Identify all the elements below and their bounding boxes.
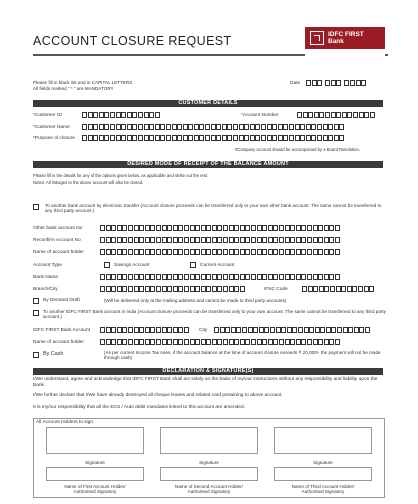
holder-name-1-line: Name of First Account Holder/ bbox=[64, 484, 126, 489]
receipt-mode-heading: DESIRED MODE OF RECEIPT OF THE BALANCE AMOUNT bbox=[33, 161, 383, 168]
account-number-input[interactable] bbox=[297, 112, 375, 118]
bank-name-label: Bank Name bbox=[33, 275, 59, 280]
account-holder-name-input[interactable] bbox=[100, 249, 341, 255]
logo-line-1: IDFC FIRST bbox=[328, 31, 364, 38]
bank-name-input[interactable] bbox=[100, 274, 341, 280]
bank-logo-text bbox=[328, 31, 364, 45]
reconfirm-account-label: Reconfirm Account No bbox=[33, 238, 81, 243]
declaration-line-1: I/We understand, agree and acknowledge that IDFC FIRST Bank shall act solely on the basis of my/our instructions without any responsibility and liability upon the Bank. bbox=[33, 377, 378, 388]
holder-name-1 bbox=[42, 484, 148, 495]
receipt-instruction: Please fill in the details for any of the options given below, as applicable and strike out the rest bbox=[33, 173, 208, 178]
idfc-account-input[interactable] bbox=[100, 327, 190, 333]
name-box-2[interactable] bbox=[160, 467, 258, 481]
instruction-line-1: Please fill in black ink and in CAPITAL LETTERS bbox=[33, 80, 133, 85]
date-input[interactable] bbox=[306, 80, 367, 86]
savings-account-label: Savings Account bbox=[114, 263, 150, 268]
signature-label-3: Signature bbox=[313, 460, 333, 465]
city-input[interactable] bbox=[214, 327, 371, 333]
other-bank-account-label: Other bank account No bbox=[33, 226, 83, 231]
customer-name-label: *Customer Name bbox=[33, 125, 70, 130]
branch-city-label: Branch/City bbox=[33, 287, 58, 292]
purpose-input[interactable] bbox=[82, 135, 345, 141]
city-label: City bbox=[199, 328, 208, 333]
declaration-line-3: It is my/our responsibility that all the ECS / Auto debit mandates linked to this account are amended. bbox=[33, 405, 245, 410]
page-title: ACCOUNT CLOSURE REQUEST bbox=[33, 34, 232, 48]
holder-role-2: Authorised Signatory bbox=[187, 489, 231, 495]
signature-box-2[interactable] bbox=[160, 427, 258, 454]
customer-id-input[interactable] bbox=[82, 112, 160, 118]
signature-label-2: Signature bbox=[199, 460, 219, 465]
declaration-heading: DECLARATION & SIGNATURE(S) bbox=[33, 368, 383, 375]
signature-box-3[interactable] bbox=[274, 427, 372, 454]
declaration-line-2: I/We further declare that I/We have already destroyed all cheque leaves and related card pertaining to above account. bbox=[33, 393, 283, 398]
other-bank-account-input[interactable] bbox=[100, 225, 341, 231]
header-rule-right bbox=[385, 54, 388, 56]
holders-label: All Account Holders to sign bbox=[36, 420, 94, 425]
account-type-label: Account Type bbox=[33, 263, 62, 268]
account-number-label: *Account Number bbox=[241, 113, 279, 118]
demand-draft-checkbox[interactable] bbox=[33, 298, 39, 304]
customer-name-input[interactable] bbox=[82, 124, 345, 130]
customer-details-heading: CUSTOMER DETAILS bbox=[33, 100, 383, 107]
name-box-3[interactable] bbox=[274, 467, 372, 481]
holder-name-2-line: Name of Second Account Holder/ bbox=[175, 484, 243, 489]
account-holder-name-label-2: Name of account holder bbox=[33, 340, 84, 345]
idfc-transfer-checkbox[interactable] bbox=[33, 310, 39, 316]
name-box-1[interactable] bbox=[46, 467, 144, 481]
account-holder-name-input-2[interactable] bbox=[100, 339, 341, 345]
cash-note: (As per current Income Tax rules, if the account balance at the time of account closure exceeds ₹ 20,000/- the payment will not be made through cash) bbox=[104, 350, 381, 361]
account-holder-name-label: Name of account holder bbox=[33, 250, 84, 255]
purpose-label: *Purpose of closure bbox=[33, 136, 75, 141]
signature-box-1[interactable] bbox=[46, 427, 144, 454]
ifsc-input[interactable] bbox=[302, 286, 375, 292]
signature-label-1: Signature bbox=[85, 460, 105, 465]
branch-city-input[interactable] bbox=[100, 286, 245, 292]
holder-name-3 bbox=[270, 484, 376, 495]
bank-logo bbox=[305, 27, 385, 49]
current-account-checkbox[interactable] bbox=[190, 262, 196, 268]
holder-role-1: Authorised Signatory bbox=[73, 489, 117, 495]
cash-label: By Cash bbox=[43, 351, 64, 357]
cash-checkbox[interactable] bbox=[33, 352, 39, 358]
bank-logo-icon bbox=[310, 31, 324, 45]
current-account-label: Current Account bbox=[200, 263, 235, 268]
logo-line-2: Bank bbox=[328, 38, 344, 45]
reconfirm-account-input[interactable] bbox=[100, 237, 341, 243]
instruction-line-2: All fields marked " * " are MANDATORY bbox=[33, 86, 114, 91]
ifsc-label: IFSC Code bbox=[264, 287, 288, 292]
customer-id-label: *Customer ID bbox=[33, 113, 62, 118]
demand-draft-label: By Demand Draft bbox=[43, 298, 80, 303]
idfc-account-label: IDFC FIRST Bank Account bbox=[33, 328, 90, 333]
transfer-checkbox[interactable] bbox=[33, 204, 39, 210]
savings-account-checkbox[interactable] bbox=[104, 262, 110, 268]
holder-name-2 bbox=[156, 484, 262, 495]
date-label: Date bbox=[290, 81, 301, 86]
transfer-option-text: To another bank account by electronic transfer (Account closure proceeds can be transferred only to your own other bank account. The same cannot be transferred to any third party account.) bbox=[45, 203, 382, 214]
demand-draft-note: (Will be delivered only at the mailing address and cannot be made to third party accounts) bbox=[104, 298, 287, 303]
company-account-note: #Company account should be accompanied by a Board Resolution. bbox=[235, 147, 361, 152]
holder-role-3: Authorised Signatory bbox=[301, 489, 345, 495]
receipt-note: Notes: All linkages to the above account will also be closed. bbox=[33, 180, 144, 185]
holder-name-3-line: Name of Third Account Holder/ bbox=[291, 484, 355, 489]
idfc-transfer-option-text: To another IDFC FIRST Bank account in India (Account closure proceeds can be transferred only to your own account. The same cannot be transferred to any third party account.) bbox=[43, 309, 387, 320]
header-rule bbox=[33, 54, 305, 56]
